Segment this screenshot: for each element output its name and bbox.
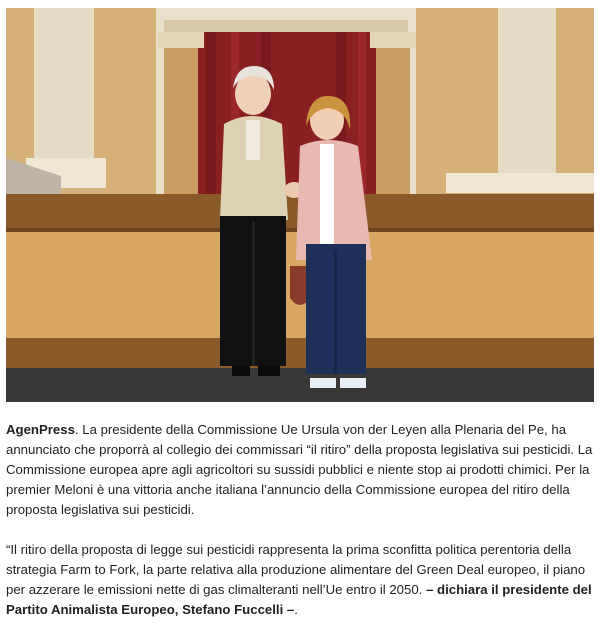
article-text xyxy=(6,420,594,620)
paragraph-2-tail: . xyxy=(294,602,298,617)
article-paragraph-2 xyxy=(6,540,594,620)
article-photo xyxy=(6,8,594,402)
paragraph-1-body: . La presidente della Commissione Ue Ursula von der Leyen alla Plenaria del Pe, ha annunciato che proporrà al collegio dei commissari “il ritiro” della proposta legislativa sui pesticidi. La Commissione europea apre agli agricoltori su sussidi pubblici e niente stop ai prodotti chimici. Per la premier Meloni è una vittoria anche italiana l’annuncio della Commissione europea del ritiro della proposta legislativa sui pesticidi. xyxy=(6,422,593,517)
quote-attribution: – dichiara il presidente del Partito Animalista Europeo, Stefano Fuccelli – xyxy=(6,582,592,617)
article-paragraph-1 xyxy=(6,420,594,520)
source-name: AgenPress xyxy=(6,422,75,437)
quote-text: “Il ritiro della proposta di legge sui pesticidi rappresenta la prima sconfitta politica perentoria della strategia Farm to Fork, la parte relativa alla produzione alimentare del Green Deal europeo, il piano per azzerare le emissioni nette di gas climalteranti nell’Ue entro il 2050. xyxy=(6,542,586,597)
photo-illustration xyxy=(6,8,594,402)
